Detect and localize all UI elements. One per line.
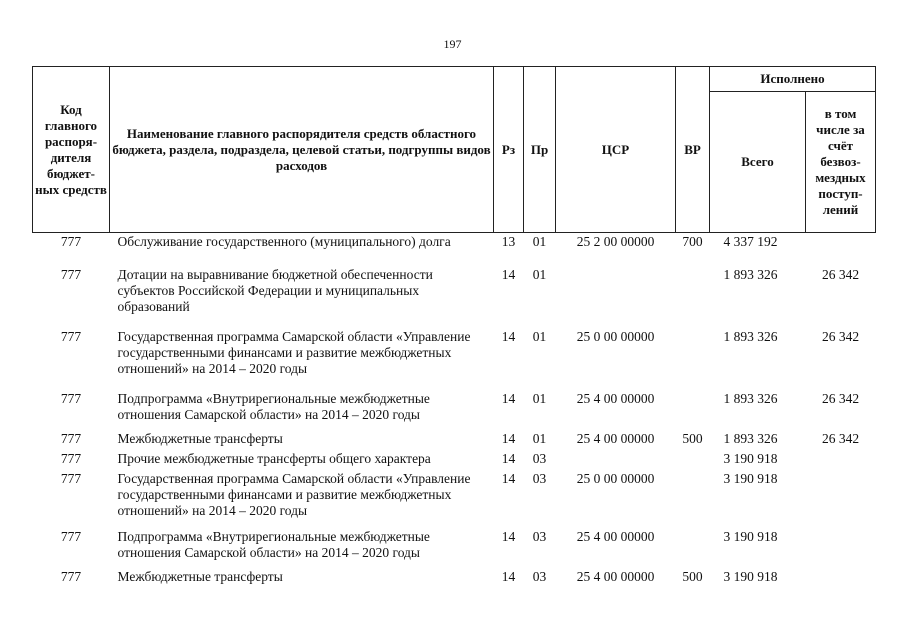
cell-gratis (806, 569, 876, 589)
header-rz: Рз (494, 67, 524, 233)
cell-code: 777 (60, 568, 82, 584)
cell-vr: 700 (682, 234, 703, 249)
cell-gratis (806, 529, 876, 569)
cell-csr (556, 267, 676, 329)
table-row (33, 391, 876, 431)
cell-code: 777 (60, 234, 82, 249)
table-row (33, 569, 876, 589)
cell-code: 777 (60, 450, 82, 466)
cell-vr (676, 329, 710, 391)
cell-total: 3 190 918 (723, 568, 778, 584)
header-csr: ЦСР (556, 67, 676, 233)
cell-total: 3 190 918 (723, 528, 778, 544)
cell-csr: 25 4 00 00000 (576, 528, 655, 544)
cell-name: Подпрограмма «Внутрирегиональные межбюджетные отношения Самарской области» на 2014 – 2020 годы (117, 528, 430, 560)
cell-gratis: 26 342 (821, 328, 860, 344)
table-row (33, 471, 876, 529)
cell-csr: 25 4 00 00000 (576, 430, 655, 446)
cell-name: Дотации на выравнивание бюджетной обеспеченности субъектов Российской Федерации и муниципальных образований (117, 266, 433, 314)
cell-gratis (806, 233, 876, 267)
cell-pr: 03 (532, 450, 547, 466)
header-executed: Исполнено (710, 67, 876, 92)
cell-vr: 500 (682, 568, 703, 584)
cell-name: Межбюджетные трансферты (117, 568, 283, 584)
table-row (33, 329, 876, 391)
cell-code: 777 (60, 470, 82, 486)
header-name: Наименование главного распорядителя средств областного бюджета, раздела, подраздела, целевой статьи, подгруппы видов расходов (110, 67, 494, 233)
cell-rz: 14 (501, 430, 516, 446)
cell-vr (676, 267, 710, 329)
budget-table (32, 66, 876, 589)
cell-vr (676, 451, 710, 471)
table-header (33, 67, 876, 233)
cell-csr: 25 4 00 00000 (576, 568, 655, 584)
cell-code: 777 (60, 528, 82, 544)
cell-total: 3 190 918 (723, 470, 778, 486)
cell-vr (676, 391, 710, 431)
cell-name: Межбюджетные трансферты (117, 430, 283, 446)
table-row (33, 529, 876, 569)
cell-csr: 25 0 00 00000 (576, 470, 655, 486)
cell-pr: 03 (532, 528, 547, 544)
cell-gratis: 26 342 (821, 430, 860, 446)
cell-gratis: 26 342 (821, 266, 860, 282)
cell-vr (676, 471, 710, 529)
table-body (33, 233, 876, 589)
cell-name: Обслуживание государственного (муниципального) долга (117, 234, 451, 249)
cell-rz: 14 (501, 470, 516, 486)
header-vr: ВР (676, 67, 710, 233)
cell-pr: 01 (532, 430, 547, 446)
table-row (33, 431, 876, 451)
cell-total: 1 893 326 (723, 430, 778, 446)
cell-code: 777 (60, 390, 82, 406)
cell-rz: 14 (501, 266, 516, 282)
cell-total: 1 893 326 (723, 390, 778, 406)
cell-vr (676, 529, 710, 569)
cell-name: Государственная программа Самарской области «Управление государственными финансами и развитие межбюджетных отношений» на 2014 – 2020 годы (117, 328, 471, 376)
header-gratis: в том числе за счёт безвоз-мездных поступ-лений (806, 92, 876, 233)
cell-gratis: 26 342 (821, 390, 860, 406)
cell-total: 3 190 918 (723, 450, 778, 466)
header-code: Код главного распоря-дителя бюджет-ных средств (33, 67, 110, 233)
cell-rz: 14 (501, 450, 516, 466)
cell-rz: 14 (501, 528, 516, 544)
cell-csr: 25 2 00 00000 (576, 234, 655, 249)
table-row (33, 267, 876, 329)
table-row (33, 233, 876, 267)
cell-name: Подпрограмма «Внутрирегиональные межбюджетные отношения Самарской области» на 2014 – 2020 годы (117, 390, 430, 422)
cell-pr: 01 (532, 390, 547, 406)
page-number: 197 (443, 37, 462, 51)
cell-csr (556, 451, 676, 471)
cell-name: Прочие межбюджетные трансферты общего характера (117, 450, 431, 466)
cell-csr: 25 0 00 00000 (576, 328, 655, 344)
cell-pr: 03 (532, 470, 547, 486)
cell-code: 777 (60, 430, 82, 446)
cell-rz: 13 (501, 234, 516, 249)
cell-rz: 14 (501, 328, 516, 344)
header-total: Всего (710, 92, 806, 233)
header-pr: Пр (524, 67, 556, 233)
table-row (33, 451, 876, 471)
cell-csr: 25 4 00 00000 (576, 390, 655, 406)
cell-gratis (806, 451, 876, 471)
cell-total: 1 893 326 (723, 266, 778, 282)
cell-rz: 14 (501, 568, 516, 584)
cell-pr: 01 (532, 266, 547, 282)
cell-total: 1 893 326 (723, 328, 778, 344)
cell-rz: 14 (501, 390, 516, 406)
cell-gratis (806, 471, 876, 529)
cell-pr: 01 (532, 234, 547, 249)
cell-name: Государственная программа Самарской области «Управление государственными финансами и развитие межбюджетных отношений» на 2014 – 2020 годы (117, 470, 471, 518)
cell-vr: 500 (682, 430, 703, 446)
cell-total: 4 337 192 (723, 234, 778, 249)
cell-pr: 01 (532, 328, 547, 344)
cell-code: 777 (60, 266, 82, 282)
cell-pr: 03 (532, 568, 547, 584)
cell-code: 777 (60, 328, 82, 344)
